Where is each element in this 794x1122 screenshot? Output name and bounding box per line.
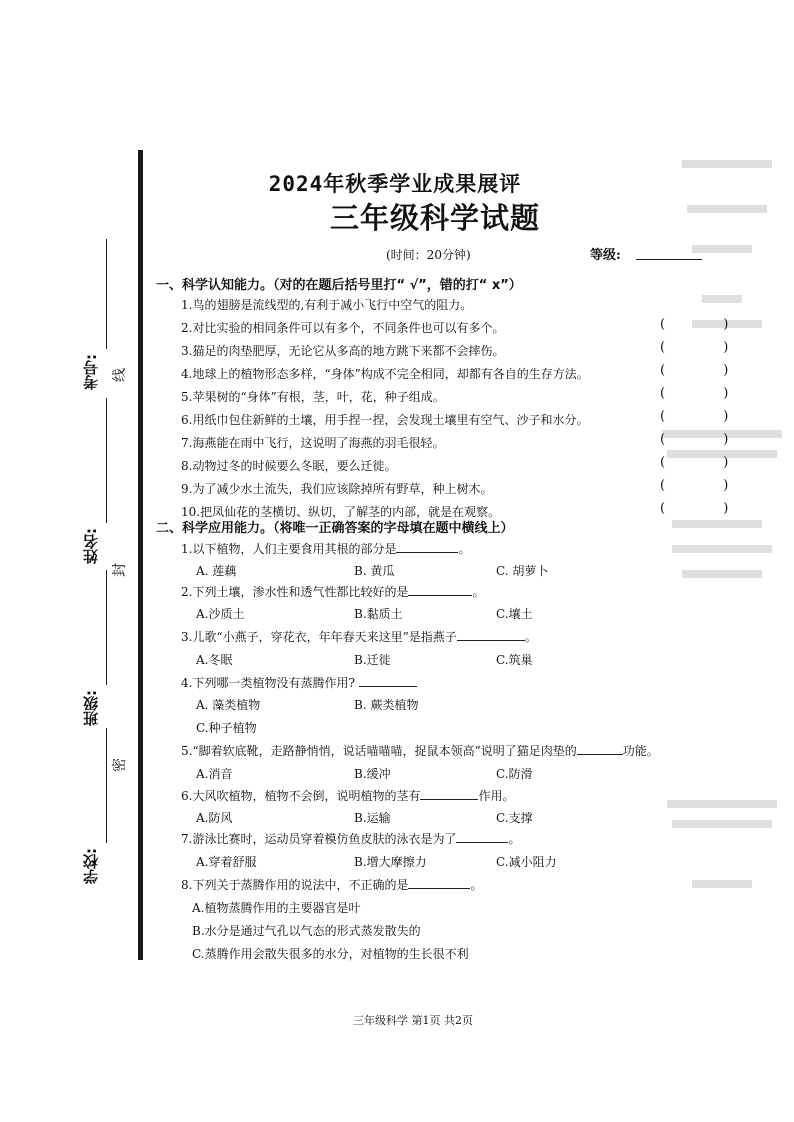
binding-rule: [138, 150, 143, 960]
question-tail: 功能。: [622, 744, 659, 758]
answer-blank[interactable]: [577, 743, 623, 755]
name-field: [80, 528, 110, 564]
option-c: C.筑巢: [496, 653, 533, 667]
question-stem: 1.以下植物，人们主要食用其根的部分是: [181, 542, 397, 556]
grade-label: 等级:: [590, 248, 621, 263]
answer-blank[interactable]: [456, 831, 508, 843]
question-stem: 4.下列哪一类植物没有蒸腾作用?: [181, 676, 355, 690]
option-c: C.蒸腾作用会散失很多的水分，对植物的生长很不利: [192, 947, 469, 961]
option-a: A.防风: [196, 811, 233, 825]
choice-question-8: [181, 876, 482, 893]
option-b: B.运输: [354, 811, 391, 825]
exam-number-field: [80, 354, 110, 390]
answer-paren-9[interactable]: ( ): [660, 478, 756, 493]
exam-subtitle: 三年级科学试题: [329, 201, 540, 235]
answer-blank[interactable]: [396, 541, 458, 553]
seal-char-feng: 封: [112, 563, 128, 577]
class-field: [80, 690, 110, 726]
question-stem: 8.下列关于蒸腾作用的说法中，不正确的是: [181, 878, 409, 892]
question-tail: 。: [524, 630, 537, 644]
answer-blank[interactable]: [408, 877, 470, 889]
option-b: B. 黄瓜: [354, 564, 395, 578]
answer-paren-2[interactable]: ( ): [660, 317, 756, 332]
judge-question-7: 7.海燕能在雨中飞行，这说明了海燕的羽毛很轻。: [181, 436, 445, 450]
section1-heading: 一、科学认知能力。（对的在题后括号里打“ √”，错的打“ x”）: [156, 278, 522, 293]
answer-blank[interactable]: [359, 675, 417, 687]
answer-paren-8[interactable]: ( ): [660, 455, 756, 470]
answer-paren-7[interactable]: ( ): [660, 432, 756, 447]
option-b: B.迁徙: [354, 653, 391, 667]
option-b: B.缓冲: [354, 767, 391, 781]
class-label: 班级:: [82, 690, 100, 726]
question-tail: 。: [458, 542, 471, 556]
choice-question-7: [181, 830, 520, 847]
judge-question-3: 3.猫足的肉垫肥厚，无论它从多高的地方跳下来都不会摔伤。: [181, 344, 505, 358]
name-line: [106, 398, 107, 523]
answer-paren-3[interactable]: ( ): [660, 340, 756, 355]
option-a: A.植物蒸腾作用的主要器官是叶: [192, 901, 361, 915]
school-label: 学校:: [82, 848, 100, 884]
answer-paren-10[interactable]: ( ): [660, 501, 756, 516]
name-label: 姓名:: [82, 528, 100, 564]
section2-heading: 二、科学应用能力。（将唯一正确答案的字母填在题中横线上）: [156, 521, 514, 536]
option-b: B. 蕨类植物: [354, 698, 419, 712]
judge-question-10: 10.把凤仙花的茎横切、纵切，了解茎的内部，就是在观察。: [181, 505, 501, 519]
judge-question-8: 8.动物过冬的时候要么冬眠，要么迁徙。: [181, 459, 397, 473]
option-c: C.壤土: [496, 607, 533, 621]
judge-question-4: 4.地球上的植物形态多样，“身体”构成不完全相同，却都有各自的生存方法。: [181, 367, 589, 381]
option-c: C.支撑: [496, 811, 533, 825]
question-tail: 。: [470, 878, 483, 892]
option-a: A.消音: [196, 767, 233, 781]
option-c: C.种子植物: [196, 721, 257, 735]
question-tail: 作用。: [478, 789, 515, 803]
answer-blank[interactable]: [457, 629, 525, 641]
bleed-through: [572, 150, 794, 910]
option-b: B.黏质土: [354, 607, 403, 621]
question-stem: 6.大风吹植物，植物不会倒，说明植物的茎有: [181, 789, 421, 803]
option-a: A.穿着舒服: [196, 855, 257, 869]
option-a: A.冬眠: [196, 653, 233, 667]
option-a: A. 藻类植物: [196, 698, 261, 712]
judge-question-6: 6.用纸巾包住新鲜的土壤，用手捏一捏，会发现土壤里有空气、沙子和水分。: [181, 413, 589, 427]
page-footer: 三年级科学 第1页 共2页: [353, 1014, 473, 1027]
school-field: [80, 848, 110, 884]
exam-title: 2024年秋季学业成果展评: [268, 172, 522, 196]
judge-question-1: 1.鸟的翅膀是流线型的,有利于减小飞行中空气的阻力。: [181, 298, 473, 312]
option-b: B.水分是通过气孔以气态的形式蒸发散失的: [192, 924, 421, 938]
answer-paren-6[interactable]: ( ): [660, 409, 756, 424]
answer-blank[interactable]: [420, 788, 478, 800]
judge-question-5: 5.苹果树的“身体”有根，茎，叶，花，种子组成。: [181, 390, 445, 404]
judge-question-9: 9.为了减少水土流失，我们应该除掉所有野草，种上树木。: [181, 482, 493, 496]
class-line: [106, 570, 107, 685]
option-a: A. 莲藕: [196, 564, 237, 578]
option-b: B.增大摩擦力: [354, 855, 427, 869]
choice-question-6: [181, 787, 514, 804]
option-c: C.防滑: [496, 767, 533, 781]
time-limit: (时间：20分钟): [386, 248, 471, 262]
choice-question-5: [181, 742, 659, 759]
judge-question-2: 2.对比实验的相同条件可以有多个，不同条件也可以有多个。: [181, 321, 505, 335]
exam-number-label: 考号:: [82, 354, 100, 390]
question-stem: 5.“脚着软底靴，走路静悄悄，说话喵喵喵，捉鼠本领高”说明了猫足肉垫的: [181, 744, 577, 758]
question-stem: 2.下列土壤，渗水性和透气性都比较好的是: [181, 585, 409, 599]
option-c: C.减小阻力: [496, 855, 557, 869]
school-line: [106, 728, 107, 843]
seal-char-xian: 线: [112, 368, 128, 382]
exam-number-line: [106, 239, 107, 349]
option-a: A.沙质土: [196, 607, 245, 621]
seal-char-mi: 密: [112, 758, 128, 772]
question-tail: 。: [508, 832, 521, 846]
answer-paren-5[interactable]: ( ): [660, 386, 756, 401]
question-stem: 3.儿歌“小燕子，穿花衣，年年春天来这里”是指燕子: [181, 630, 457, 644]
grade-blank: [636, 259, 702, 260]
choice-question-3: [181, 628, 537, 645]
question-tail: 。: [472, 585, 485, 599]
choice-question-2: [181, 583, 484, 600]
question-stem: 7.游泳比赛时，运动员穿着模仿鱼皮肤的泳衣是为了: [181, 832, 457, 846]
answer-blank[interactable]: [408, 584, 472, 596]
choice-question-4: [181, 674, 417, 691]
option-c: C. 胡萝卜: [496, 564, 549, 578]
choice-question-1: [181, 540, 470, 557]
answer-paren-4[interactable]: ( ): [660, 363, 756, 378]
